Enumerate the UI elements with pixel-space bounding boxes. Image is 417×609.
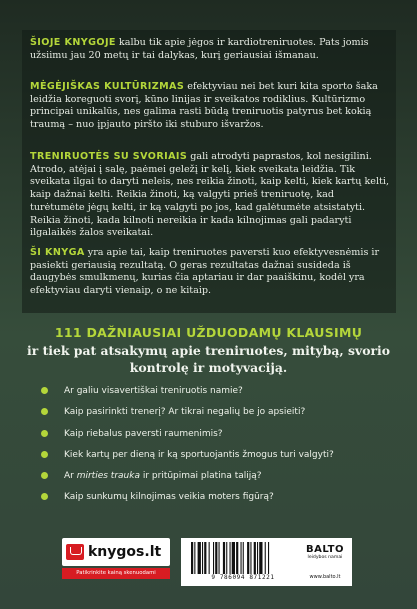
faq-text: Ar galiu visavertiškai treniruotis namie?: [64, 386, 243, 396]
faq-text: ir pritūpimai platina taliją?: [139, 471, 262, 482]
bullet-dot-icon: [41, 387, 48, 394]
publisher-subtitle: leidybos namai: [307, 555, 343, 560]
bullet-dot-icon: [41, 408, 48, 415]
isbn-number: 9 786094 871221: [211, 574, 275, 581]
faq-item: [38, 490, 398, 511]
cover-footer: [0, 525, 417, 609]
section-body: yra apie tai, kaip treniruotes paversti kuo efektyvesnėmis ir pasiekti geriausią rezultatą. O geras rezultatas dažnai susideda iš daugybės smulkmenų, kurias čia aptariau ir dar paaiškinu, kodėl yra efektyviau daryti vienaip, o ne kitaip.: [30, 247, 380, 297]
section-heading: MĖGĖJIŠKAS KULTŪRIZMAS: [30, 81, 185, 92]
barcode-icon: [189, 542, 297, 574]
questions-title: 111 DAŽNIAUSIAI UŽDUODAMŲ KLAUSIMŲ: [54, 325, 363, 340]
publisher-name: BALTO: [306, 544, 344, 555]
bullet-dot-icon: [41, 430, 48, 437]
section-heading: TRENIRUOTĖS SU SVORIAIS: [30, 151, 188, 162]
section-body: gali atrodyti paprastos, kol nesigilini. Atrodo, atėjai į salę, paėmei geležį ir kelį, kiek sveikata leidžia. Tik sveikata ilgai to daryti neleis, nes reikia žinoti, kaip kelti, kiek kartų kelti, kaip dažnai kelti. Reikia žinoti, ką valgyti prieš treniruotę, kad turėtumėte jėgų kelti, ir ką valgyti po jos, kad galėtumėte atsistatyti. Reikia žinoti, kada kilnoti nereikia ir kada kilnojimas gali padaryti ilgalaikės žalos sveikatai.: [30, 151, 390, 239]
knygos-logo: [62, 538, 170, 566]
faq-text: Kiek kartų per dieną ir ką sportuojantis žmogus turi valgyti?: [64, 449, 334, 460]
faq-list: [38, 384, 398, 512]
faq-item: [38, 427, 398, 448]
shopping-bag-icon: [66, 544, 84, 560]
faq-item: [38, 448, 398, 469]
questions-heading: [0, 324, 417, 376]
bullet-dot-icon: [41, 493, 48, 500]
section-this-book-summary: [30, 247, 390, 298]
section-body: efektyviau nei bet kuri kita sporto šaka leidžia koreguoti svorį, kūno linijas ir sveikatos rodiklius. Kultūrizmo principai unikalūs, nes galima rasti būdą treniruotis patyrus bet kokią traumą – nuo įpjauto piršto iki stuburo išvaržos.: [30, 81, 378, 131]
publisher-logo: [301, 544, 349, 560]
faq-text: Kaip riebalus paversti raumenimis?: [64, 428, 223, 439]
section-this-book: [30, 37, 390, 62]
faq-text: Ar: [64, 471, 77, 482]
section-body: kalbu tik apie jėgos ir kardiotreniruotes. Pats jomis užsiimu jau 20 metų ir tai dalykas, kurį geriausiai išmanau.: [30, 37, 369, 61]
bullet-dot-icon: [41, 472, 48, 479]
section-weight-training: [30, 151, 390, 240]
faq-item: [38, 469, 398, 490]
faq-item: [38, 384, 398, 405]
shop-name: knygos.lt: [88, 544, 162, 560]
faq-text: Kaip sunkumų kilnojimas veikia moters figūrą?: [64, 492, 274, 503]
shop-tagline: Patikrinkite kainą skenuodami: [62, 568, 170, 579]
barcode-panel: [181, 538, 352, 586]
faq-item: [38, 405, 398, 426]
faq-text: Kaip pasirinkti trenerį? Ar tikrai negalių be jo apsieiti?: [64, 407, 306, 418]
publisher-url: www.balto.lt: [309, 574, 341, 580]
bullet-dot-icon: [41, 451, 48, 458]
section-heading: ŠI KNYGA: [30, 247, 85, 258]
questions-subtitle: ir tiek pat atsakymų apie treniruotes, mitybą, svorio kontrolę ir motyvaciją.: [27, 343, 390, 375]
faq-text-emphasis: mirties trauka: [76, 471, 140, 482]
section-amateur-bodybuilding: [30, 81, 390, 132]
section-heading: ŠIOJE KNYGOJE: [30, 37, 116, 48]
